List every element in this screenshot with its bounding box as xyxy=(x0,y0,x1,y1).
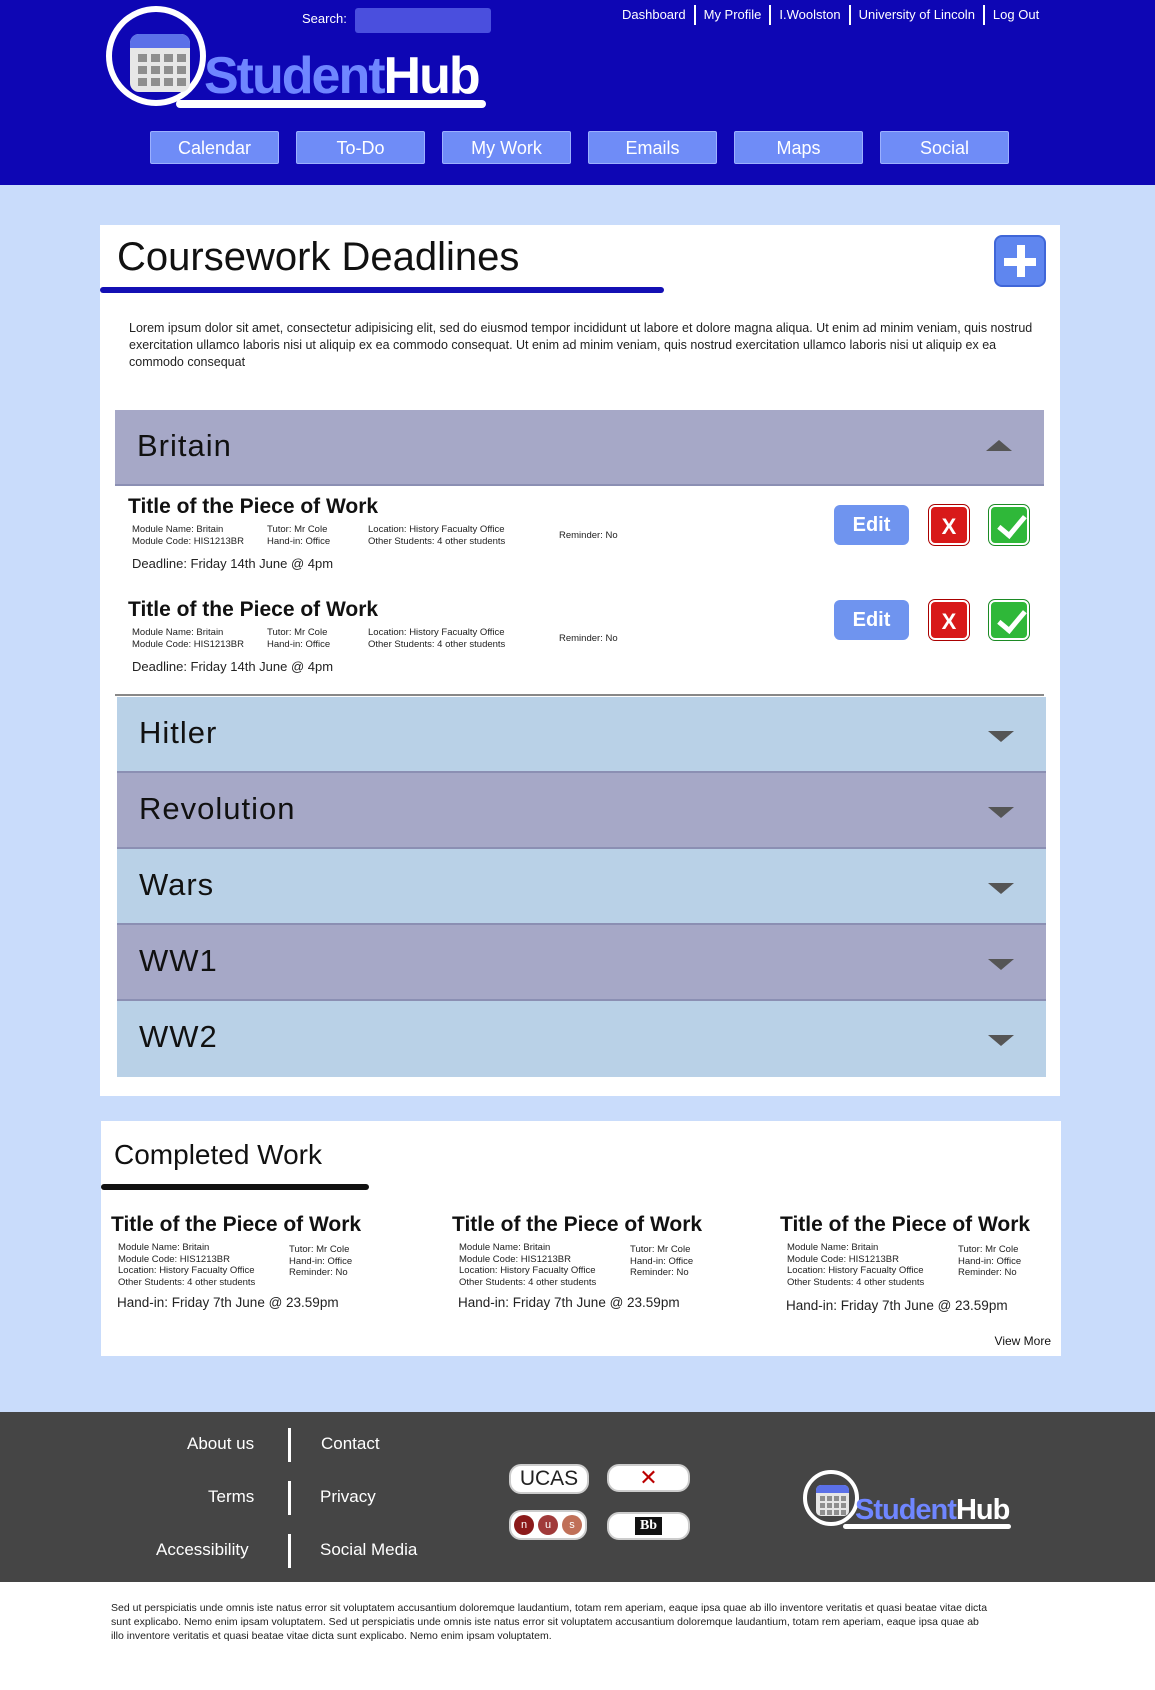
logo-text: StudentHub xyxy=(204,47,479,105)
accordion-britain[interactable] xyxy=(115,410,1044,486)
link-my-profile[interactable]: My Profile xyxy=(694,5,770,25)
calendar-icon xyxy=(130,34,190,92)
nus-logo[interactable]: n u s xyxy=(509,1510,587,1540)
footer-accessibility[interactable]: Accessibility xyxy=(156,1540,249,1559)
footer-student-hub-logo[interactable]: StudentHub xyxy=(803,1470,1013,1532)
footer-terms[interactable]: Terms xyxy=(208,1487,255,1506)
search-input[interactable] xyxy=(355,8,491,33)
completed-card[interactable] xyxy=(111,1213,411,1323)
legal-text: Sed ut perspiciatis unde omnis iste natus error sit voluptatem accusantium doloremque laudantium, totam rem aperiam, eaque ipsa quae ab illo inventore veritatis et quasi beatae vitae dicta sunt explicabo. Nemo enim ipsam voluptatem. Sed ut perspiciatis unde omnis iste natus error sit voluptatem accusantium doloremque laudantium, totam rem aperiam, eaque ipsa quae ab illo inventore veritatis et quasi beatae vitae dicta sunt explicabo. Nemo enim ipsam voluptatem. xyxy=(111,1602,988,1642)
view-more-link[interactable]: View More xyxy=(994,1334,1051,1348)
accordion-hitler[interactable] xyxy=(117,697,1046,773)
accordion-revolution[interactable] xyxy=(117,773,1046,849)
tutor-info: Tutor: Mr Cole Hand-in: Office Reminder: No xyxy=(630,1244,694,1278)
footer-divider xyxy=(288,1428,291,1462)
tutor-info: Tutor: Mr Cole Hand-in: Office xyxy=(267,627,331,650)
site-header xyxy=(0,0,1155,185)
deadline-item xyxy=(128,495,1038,585)
work-title: Title of the Piece of Work xyxy=(452,1213,703,1236)
complete-button[interactable] xyxy=(989,505,1029,545)
accordion-title: Revolution xyxy=(139,791,296,826)
chevron-down-icon[interactable] xyxy=(988,1035,1014,1046)
main-nav xyxy=(150,131,1009,164)
work-title: Title of the Piece of Work xyxy=(128,598,379,621)
nav-social[interactable]: Social xyxy=(880,131,1009,164)
work-title: Title of the Piece of Work xyxy=(111,1213,362,1236)
delete-button[interactable]: X xyxy=(929,600,969,640)
completed-card[interactable] xyxy=(452,1213,752,1323)
accordion-wars[interactable] xyxy=(117,849,1046,925)
deadline-item xyxy=(128,598,1038,688)
calendar-icon xyxy=(816,1485,849,1516)
tutor-info: Tutor: Mr Cole Hand-in: Office Reminder: No xyxy=(289,1244,353,1278)
module-info: Module Name: Britain Module Code: HIS1213BR Location: History Facualty Office Other Students: 4 other students xyxy=(459,1242,597,1288)
chevron-down-icon[interactable] xyxy=(988,731,1014,742)
accordion-title: Wars xyxy=(139,867,215,902)
title-underline xyxy=(101,1184,369,1190)
completed-work-panel xyxy=(101,1121,1061,1356)
coursework-deadlines-panel xyxy=(100,225,1060,1096)
ucas-logo[interactable]: UCAS xyxy=(509,1464,589,1494)
module-info: Module Name: Britain Module Code: HIS1213BR xyxy=(132,524,244,547)
accordion-ww1[interactable] xyxy=(117,925,1046,1001)
complete-button[interactable] xyxy=(989,600,1029,640)
hand-in-text: Hand-in: Friday 7th June @ 23.59pm xyxy=(458,1295,680,1310)
location-info: Location: History Facualty Office Other Students: 4 other students xyxy=(368,524,506,547)
deadline-text: Deadline: Friday 14th June @ 4pm xyxy=(132,659,334,674)
nav-maps[interactable]: Maps xyxy=(734,131,863,164)
title-underline xyxy=(100,287,664,293)
nav-calendar[interactable]: Calendar xyxy=(150,131,279,164)
work-title: Title of the Piece of Work xyxy=(780,1213,1031,1236)
footer-privacy[interactable]: Privacy xyxy=(320,1487,376,1506)
yudu-logo[interactable]: ✕ xyxy=(607,1464,690,1492)
module-info: Module Name: Britain Module Code: HIS1213BR Location: History Facualty Office Other Students: 4 other students xyxy=(118,1242,256,1288)
chevron-down-icon[interactable] xyxy=(988,807,1014,818)
work-title: Title of the Piece of Work xyxy=(128,495,379,518)
chevron-down-icon[interactable] xyxy=(988,883,1014,894)
intro-text: Lorem ipsum dolor sit amet, consectetur adipisicing elit, sed do eiusmod tempor incididunt ut labore et dolore magna aliqua. Ut enim ad minim veniam, quis nostrud exercitation ullamco laboris nisi ut aliquip ex ea commodo consequat. Ut enim ad minim veniam, quis nostrud exercitation ullamco laboris nisi ut aliquip ex ea commodo consequat xyxy=(129,321,1033,369)
footer-social-media[interactable]: Social Media xyxy=(320,1540,418,1559)
site-footer xyxy=(0,1412,1155,1582)
footer-divider xyxy=(288,1481,291,1515)
delete-button[interactable]: X xyxy=(929,505,969,545)
chevron-down-icon[interactable] xyxy=(988,959,1014,970)
section-title: Completed Work xyxy=(114,1139,323,1170)
tutor-info: Tutor: Mr Cole Hand-in: Office Reminder: No xyxy=(958,1244,1022,1278)
footer-about-us[interactable]: About us xyxy=(187,1434,255,1453)
nav-my-work[interactable]: My Work xyxy=(442,131,571,164)
accordion-title: WW1 xyxy=(139,943,218,978)
add-deadline-button[interactable] xyxy=(994,235,1046,287)
link-log-out[interactable]: Log Out xyxy=(983,5,1047,25)
page-title: Coursework Deadlines xyxy=(117,235,520,279)
module-info: Module Name: Britain Module Code: HIS1213BR xyxy=(132,627,244,650)
completed-card[interactable] xyxy=(780,1213,1080,1323)
tutor-info: Tutor: Mr Cole Hand-in: Office xyxy=(267,524,331,547)
reminder-info: Reminder: No xyxy=(559,530,618,541)
edit-button[interactable]: Edit xyxy=(834,505,909,545)
deadline-text: Deadline: Friday 14th June @ 4pm xyxy=(132,556,334,571)
link-username[interactable]: I.Woolston xyxy=(769,5,848,25)
accordion-title: Hitler xyxy=(139,715,218,750)
reminder-info: Reminder: No xyxy=(559,633,618,644)
search-label: Search: xyxy=(302,11,347,26)
nav-to-do[interactable]: To-Do xyxy=(296,131,425,164)
top-links xyxy=(614,5,1047,25)
module-info: Module Name: Britain Module Code: HIS1213BR Location: History Facualty Office Other Students: 4 other students xyxy=(787,1242,925,1288)
nav-emails[interactable]: Emails xyxy=(588,131,717,164)
divider xyxy=(115,694,1044,696)
hand-in-text: Hand-in: Friday 7th June @ 23.59pm xyxy=(117,1295,339,1310)
accordion-ww2[interactable] xyxy=(117,1001,1046,1077)
hand-in-text: Hand-in: Friday 7th June @ 23.59pm xyxy=(786,1298,1008,1313)
footer-contact[interactable]: Contact xyxy=(321,1434,380,1453)
blackboard-logo[interactable]: Bb xyxy=(607,1512,690,1540)
link-dashboard[interactable]: Dashboard xyxy=(622,7,686,22)
edit-button[interactable]: Edit xyxy=(834,600,909,640)
chevron-up-icon[interactable] xyxy=(986,440,1012,451)
footer-divider xyxy=(288,1534,291,1568)
accordion-title: Britain xyxy=(137,428,232,463)
link-university[interactable]: University of Lincoln xyxy=(849,5,983,25)
location-info: Location: History Facualty Office Other Students: 4 other students xyxy=(368,627,506,650)
accordion-title: WW2 xyxy=(139,1019,218,1054)
